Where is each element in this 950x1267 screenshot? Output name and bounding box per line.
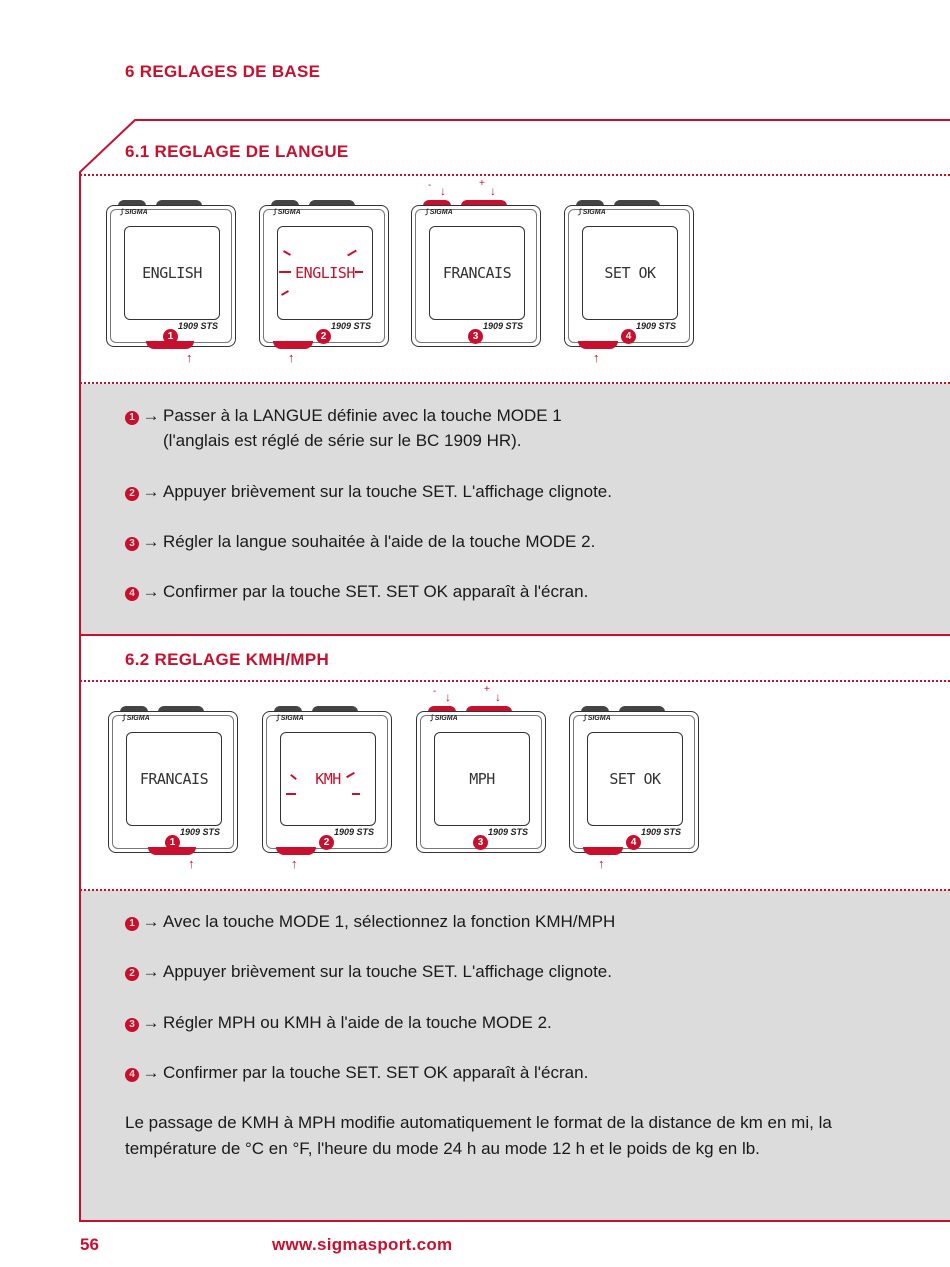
device-illustration bbox=[106, 200, 236, 365]
step-number-bullet: 2 bbox=[125, 487, 139, 501]
page-number: 56 bbox=[80, 1235, 99, 1254]
divider bbox=[80, 174, 950, 176]
step-text: (l'anglais est réglé de série sur le BC 1909 HR). bbox=[163, 431, 522, 450]
step-text: Passer à la LANGUE définie avec la touche MODE 1 bbox=[163, 406, 562, 425]
step-item bbox=[125, 579, 588, 604]
sigma-logo: ⟆ SIGMA bbox=[120, 209, 148, 216]
arrow-up-icon: ↑ bbox=[593, 350, 600, 365]
blink-mark bbox=[286, 793, 296, 795]
conversion-note: Le passage de KMH à MPH modifie automatiquement le format de la distance de km en mi, la température de °C en °F, l'heure du mode 24 h au mode 12 h et le poids de kg en lb. bbox=[125, 1113, 832, 1158]
step-number-bullet: 4 bbox=[125, 587, 139, 601]
step-item bbox=[125, 1060, 588, 1085]
lcd-screen: MPH bbox=[434, 732, 530, 826]
divider bbox=[80, 889, 950, 891]
lcd-screen-blinking: ENGLISH bbox=[277, 226, 373, 320]
arrow-right-icon: → bbox=[142, 482, 160, 501]
arrow-right-icon: → bbox=[142, 1063, 160, 1082]
step-number-bullet: 1 bbox=[125, 411, 139, 425]
device-illustration bbox=[411, 200, 541, 360]
arrow-down-icon: ↓ bbox=[495, 690, 501, 704]
section-divider bbox=[80, 634, 950, 636]
step-text: Confirmer par la touche SET. SET OK apparaît à l'écran. bbox=[163, 1063, 589, 1082]
lcd-screen: SET OK bbox=[582, 226, 678, 320]
model-label: 1909 STS bbox=[640, 827, 681, 837]
step-number-badge: 2 bbox=[319, 835, 334, 850]
device-illustration bbox=[108, 706, 238, 871]
model-label: 1909 STS bbox=[333, 827, 374, 837]
model-label: 1909 STS bbox=[177, 321, 218, 331]
arrow-down-icon: ↓ bbox=[490, 184, 496, 198]
step-number-bullet: 2 bbox=[125, 967, 139, 981]
step-number-badge: 3 bbox=[468, 329, 483, 344]
lcd-screen: ENGLISH bbox=[124, 226, 220, 320]
divider bbox=[80, 382, 950, 384]
step-text: Régler la langue souhaitée à l'aide de la touche MODE 2. bbox=[163, 532, 596, 551]
step-number-bullet: 1 bbox=[125, 917, 139, 931]
plus-label: + bbox=[479, 178, 485, 189]
minus-label: - bbox=[428, 180, 432, 191]
set-button-bottom bbox=[273, 341, 313, 349]
sigma-logo: ⟆ SIGMA bbox=[122, 715, 150, 722]
sigma-logo: ⟆ SIGMA bbox=[425, 209, 453, 216]
divider bbox=[80, 680, 950, 682]
device-illustration bbox=[564, 200, 694, 365]
step-text: Confirmer par la touche SET. SET OK apparaît à l'écran. bbox=[163, 582, 589, 601]
arrow-right-icon: → bbox=[142, 406, 160, 425]
step-number-bullet: 3 bbox=[125, 537, 139, 551]
step-number-badge: 4 bbox=[621, 329, 636, 344]
blink-mark bbox=[279, 271, 291, 273]
step-number-badge: 2 bbox=[316, 329, 331, 344]
section2-steps-panel bbox=[80, 890, 950, 1220]
device-illustration bbox=[262, 706, 392, 871]
arrow-right-icon: → bbox=[142, 1013, 160, 1032]
sigma-logo: ⟆ SIGMA bbox=[583, 715, 611, 722]
model-label: 1909 STS bbox=[330, 321, 371, 331]
step-item bbox=[125, 1010, 552, 1035]
device-illustration bbox=[569, 706, 699, 871]
model-label: 1909 STS bbox=[487, 827, 528, 837]
model-label: 1909 STS bbox=[179, 827, 220, 837]
step-number-bullet: 4 bbox=[125, 1068, 139, 1082]
sigma-logo: ⟆ SIGMA bbox=[273, 209, 301, 216]
sigma-logo: ⟆ SIGMA bbox=[430, 715, 458, 722]
step-item bbox=[125, 909, 615, 934]
arrow-right-icon: → bbox=[142, 582, 160, 601]
arrow-up-icon: ↑ bbox=[598, 856, 605, 871]
step-item bbox=[125, 529, 595, 554]
arrow-right-icon: → bbox=[142, 912, 160, 931]
lcd-screen: SET OK bbox=[587, 732, 683, 826]
lcd-screen-blinking: KMH bbox=[280, 732, 376, 826]
step-text: Régler MPH ou KMH à l'aide de la touche MODE 2. bbox=[163, 1013, 552, 1032]
section2-title: 6.2 REGLAGE KMH/MPH bbox=[125, 650, 330, 669]
step-item bbox=[125, 479, 612, 504]
step-text: Appuyer brièvement sur la touche SET. L'affichage clignote. bbox=[163, 962, 612, 981]
step-number-badge: 1 bbox=[165, 835, 180, 850]
step-number-badge: 4 bbox=[626, 835, 641, 850]
arrow-down-icon: ↓ bbox=[445, 690, 451, 704]
step-item bbox=[125, 403, 562, 453]
device-illustration bbox=[259, 200, 389, 365]
arrow-up-icon: ↑ bbox=[188, 856, 195, 871]
arrow-down-icon: ↓ bbox=[440, 184, 446, 198]
arrow-up-icon: ↑ bbox=[291, 856, 298, 871]
step-item bbox=[125, 959, 612, 984]
minus-label: - bbox=[433, 686, 437, 697]
step-text: Appuyer brièvement sur la touche SET. L'affichage clignote. bbox=[163, 482, 612, 501]
set-button-bottom bbox=[583, 847, 623, 855]
step-text: Avec la touche MODE 1, sélectionnez la fonction KMH/MPH bbox=[163, 912, 616, 931]
sigma-logo: ⟆ SIGMA bbox=[276, 715, 304, 722]
set-button-bottom bbox=[578, 341, 618, 349]
website-link[interactable]: www.sigmasport.com bbox=[272, 1235, 453, 1254]
step-number-bullet: 3 bbox=[125, 1018, 139, 1032]
section1-title: 6.1 REGLAGE DE LANGUE bbox=[125, 142, 349, 161]
model-label: 1909 STS bbox=[635, 321, 676, 331]
step-number-badge: 3 bbox=[473, 835, 488, 850]
plus-label: + bbox=[484, 684, 490, 695]
lcd-screen: FRANCAIS bbox=[429, 226, 525, 320]
arrow-right-icon: → bbox=[142, 962, 160, 981]
arrow-up-icon: ↑ bbox=[288, 350, 295, 365]
sigma-logo: ⟆ SIGMA bbox=[578, 209, 606, 216]
lcd-screen: FRANCAIS bbox=[126, 732, 222, 826]
arrow-up-icon: ↑ bbox=[186, 350, 193, 365]
model-label: 1909 STS bbox=[482, 321, 523, 331]
set-button-bottom bbox=[276, 847, 316, 855]
step-number-badge: 1 bbox=[163, 329, 178, 344]
blink-mark bbox=[355, 271, 363, 273]
blink-mark bbox=[352, 793, 360, 795]
page-title: 6 REGLAGES DE BASE bbox=[125, 62, 321, 81]
arrow-right-icon: → bbox=[142, 532, 160, 551]
device-illustration bbox=[416, 706, 546, 866]
